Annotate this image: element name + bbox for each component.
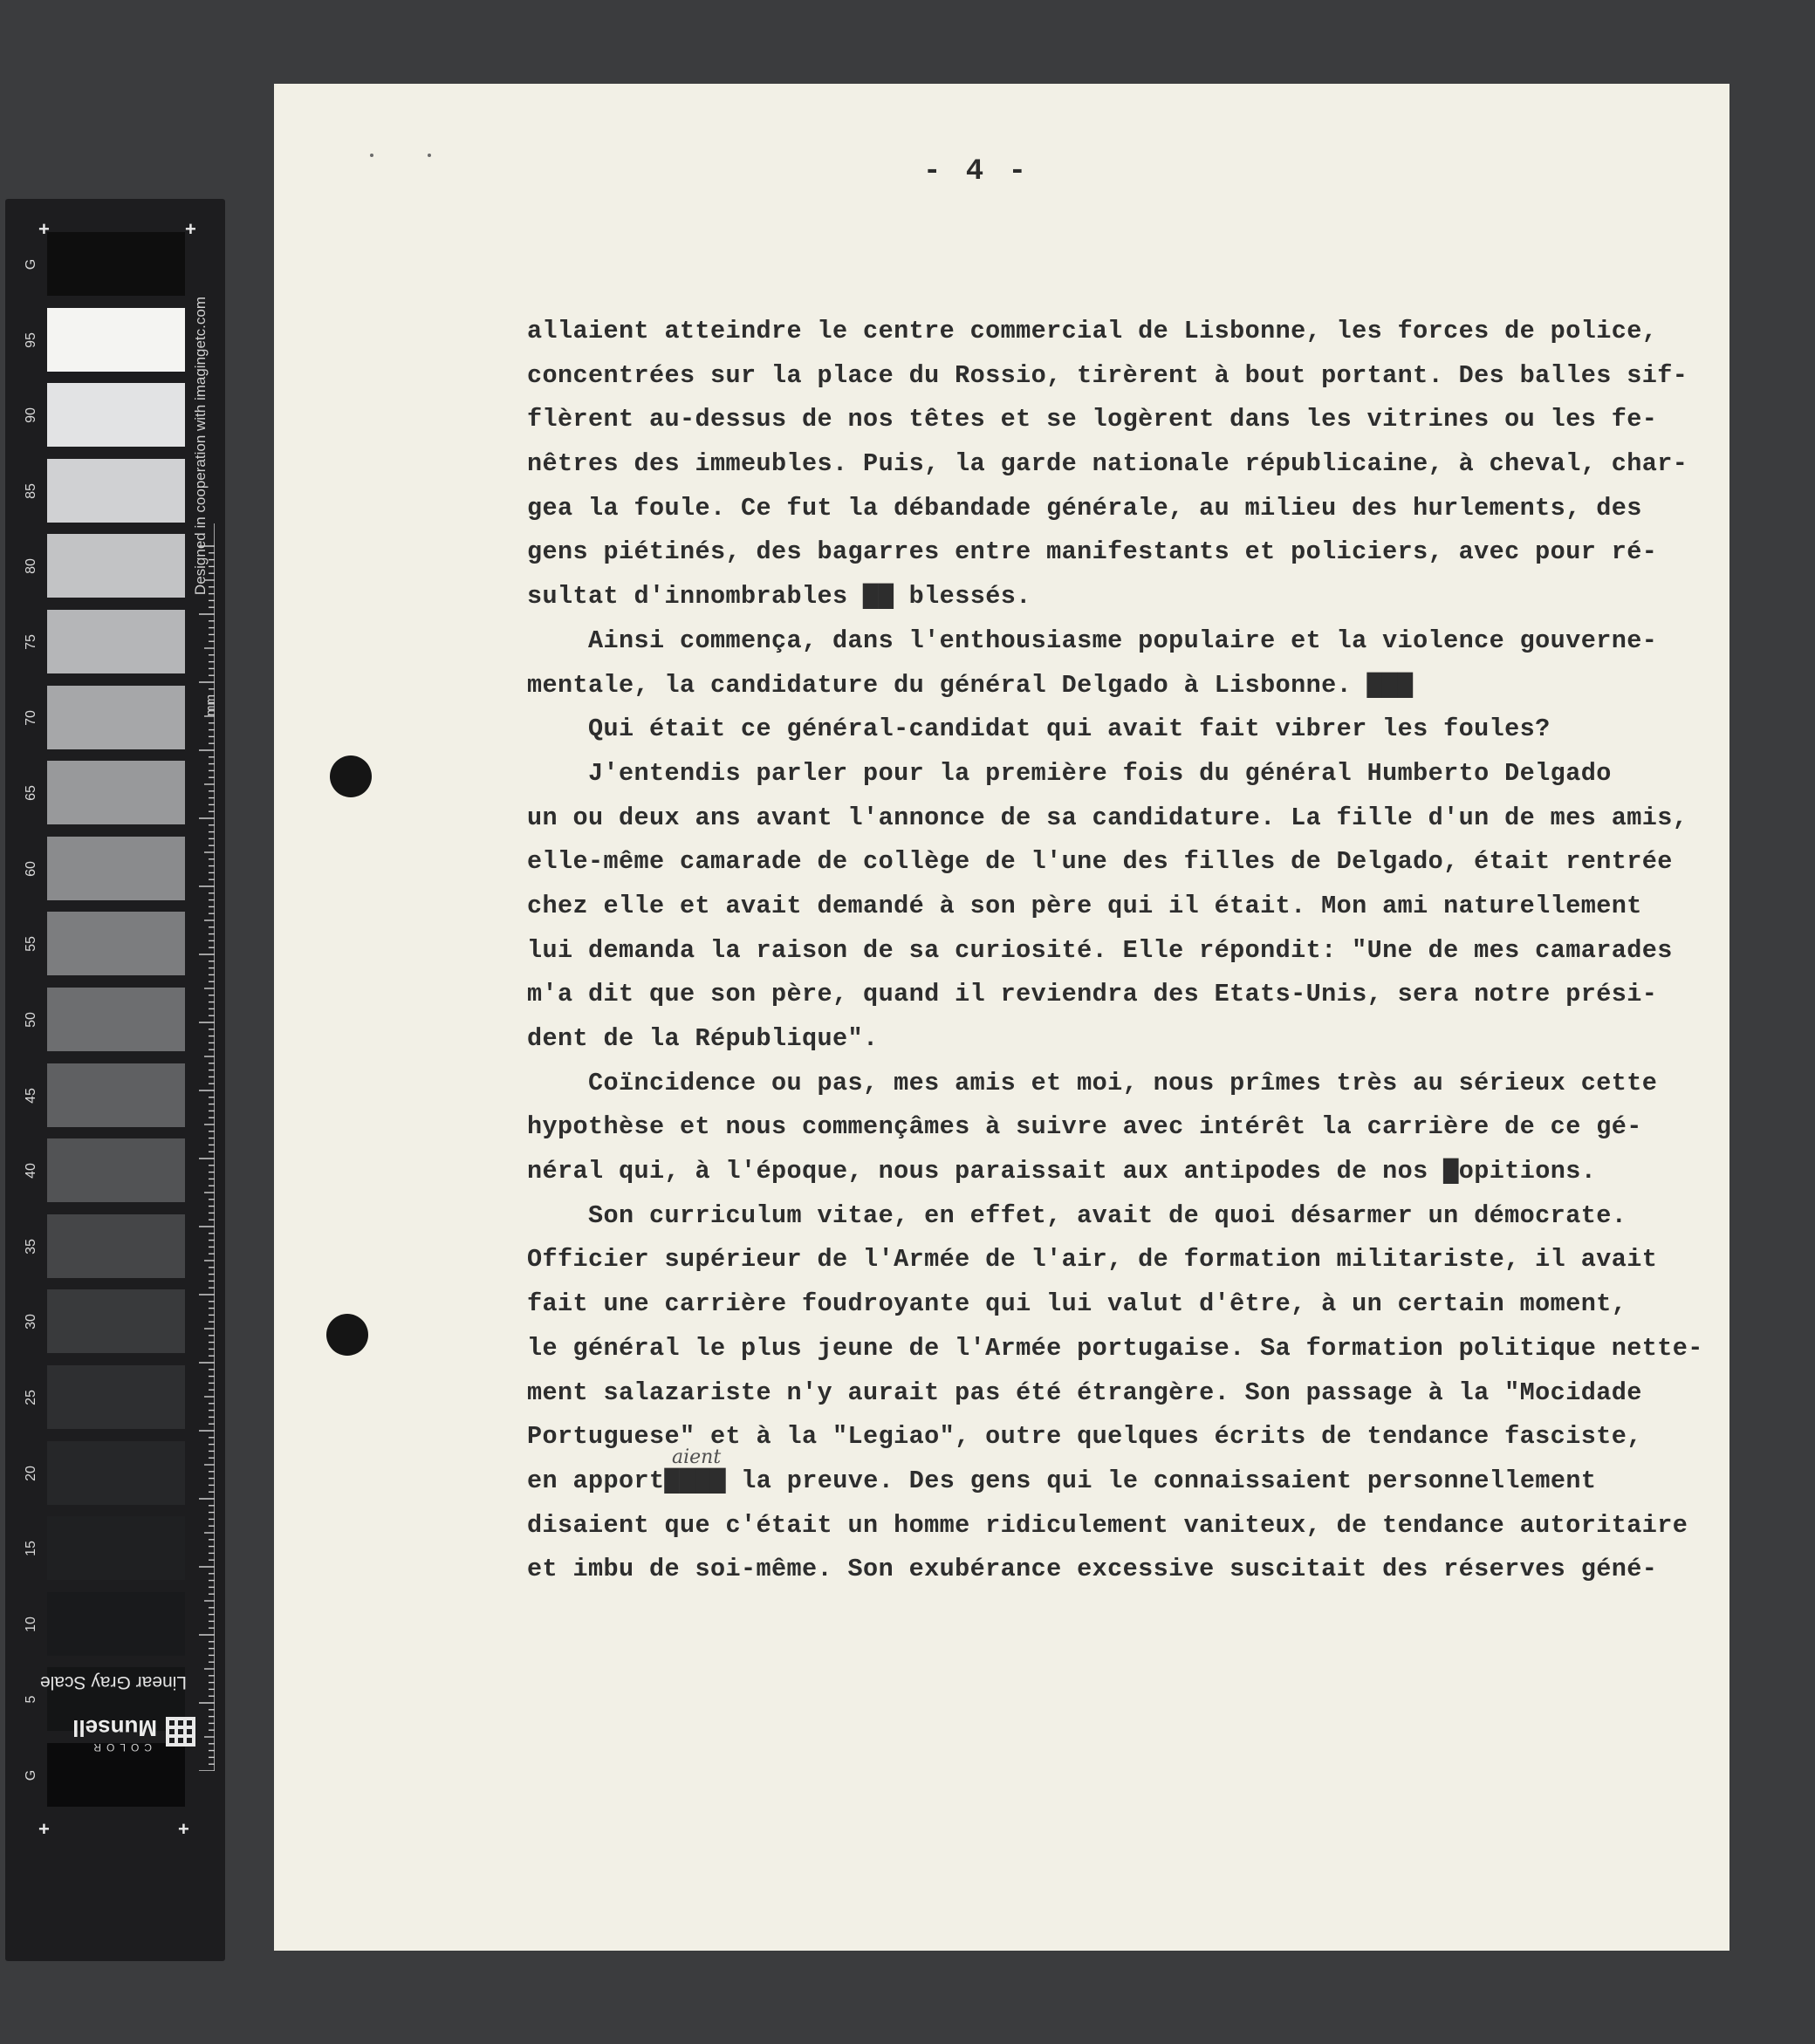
text-line: flèrent au-dessus de nos têtes et se logèrent dans les vitrines ou les fe- xyxy=(527,405,1658,434)
gray-level-label: 60 xyxy=(24,860,38,877)
scale-title: Linear Gray Scale xyxy=(39,1672,188,1692)
gray-swatch xyxy=(47,308,185,372)
registration-mark: + xyxy=(178,1818,189,1840)
page-number: - 4 - xyxy=(923,155,1031,188)
text-line: mentale, la candidature du général Delgado à Lisbonne. ▇▇▇ xyxy=(527,670,1414,700)
text-line: dent de la République". xyxy=(527,1024,879,1053)
text-line: concentrées sur la place du Rossio, tirèrent à bout portant. Des balles sif- xyxy=(527,360,1688,390)
text-line: en apport▇▇▇▇ la preuve. Des gens qui le connaissaient personnellement xyxy=(527,1466,1597,1495)
gray-swatch xyxy=(47,1063,185,1127)
text-line: Qui était ce général-candidat qui avait fait vibrer les foules? xyxy=(527,714,1551,744)
text-line: allaient atteindre le centre commercial de Lisbonne, les forces de police, xyxy=(527,317,1658,345)
gray-level-label: 80 xyxy=(24,558,38,575)
text-line: gens piétinés, des bagarres entre manifestants et policiers, avec pour ré- xyxy=(527,537,1658,567)
text-line: gea la foule. Ce fut la débandade générale, au milieu des hurlements, des xyxy=(527,493,1642,523)
text-line: m'a dit que son père, quand il reviendra des Etats-Unis, sera notre prési- xyxy=(527,980,1658,1009)
gray-swatch xyxy=(47,1592,185,1656)
document-body xyxy=(527,310,1731,1592)
registration-mark: + xyxy=(185,218,196,240)
brand-sub: COLOR xyxy=(88,1741,152,1753)
text-line: néral qui, à l'époque, nous paraissait aux antipodes de nos ▇opitions. xyxy=(527,1157,1597,1186)
gray-swatch xyxy=(47,534,185,598)
text-line: et imbu de soi-même. Son exubérance excessive suscitait des réserves géné- xyxy=(527,1555,1658,1584)
speck xyxy=(370,154,373,157)
text-line: sultat d'innombrables ▇▇ blessés. xyxy=(527,582,1031,612)
gray-level-label: 10 xyxy=(24,1616,38,1632)
gray-level-label: 70 xyxy=(24,709,38,726)
text-line: fait une carrière foudroyante qui lui valut d'être, à un certain moment, xyxy=(527,1289,1627,1319)
gray-level-label: 40 xyxy=(24,1163,38,1179)
brand-name: Munsell xyxy=(72,1715,157,1741)
gray-level-label: 65 xyxy=(24,785,38,802)
gray-swatch xyxy=(47,1289,185,1353)
gray-swatch xyxy=(47,459,185,523)
gray-swatch xyxy=(47,837,185,900)
gray-level-label: 90 xyxy=(24,407,38,424)
text-line: Portuguese" et à la "Legiao", outre quelques écrits de tendance fasciste, xyxy=(527,1422,1642,1452)
text-line: Son curriculum vitae, en effet, avait de quoi désarmer un démocrate. xyxy=(527,1200,1627,1230)
gray-swatch xyxy=(47,1214,185,1278)
text-line: Coïncidence ou pas, mes amis et moi, nous prîmes très au sérieux cette xyxy=(527,1068,1658,1097)
gray-level-label: 35 xyxy=(24,1238,38,1254)
gray-level-label: G xyxy=(24,258,38,270)
text-line: lui demanda la raison de sa curiosité. Elle répondit: "Une de mes camarades xyxy=(527,935,1673,965)
speck xyxy=(428,154,431,157)
gray-swatch xyxy=(47,761,185,824)
gray-level-label: 5 xyxy=(24,1695,38,1704)
text-line: Ainsi commença, dans l'enthousiasme populaire et la violence gouverne- xyxy=(527,626,1658,655)
gray-swatch xyxy=(47,610,185,673)
gray-swatch xyxy=(47,912,185,975)
punch-hole xyxy=(326,1314,368,1356)
gray-swatch xyxy=(47,383,185,447)
gray-swatch xyxy=(47,1138,185,1202)
gray-level-label: 20 xyxy=(24,1465,38,1481)
punch-hole xyxy=(330,755,372,797)
gray-level-label: 15 xyxy=(24,1541,38,1557)
gray-swatch xyxy=(47,1516,185,1580)
gray-level-label: 45 xyxy=(24,1087,38,1104)
gray-swatch xyxy=(47,686,185,749)
text-line: un ou deux ans avant l'annonce de sa candidature. La fille d'un de mes amis, xyxy=(527,803,1688,832)
gray-swatch xyxy=(47,988,185,1051)
text-line: elle-même camarade de collège de l'une des filles de Delgado, était rentrée xyxy=(527,847,1673,877)
text-line: ment salazariste n'y aurait pas été étrangère. Son passage à la "Mocidade xyxy=(527,1377,1642,1407)
registration-mark: + xyxy=(38,1818,50,1840)
gray-swatch xyxy=(47,232,185,296)
gray-swatch xyxy=(47,1365,185,1429)
munsell-logo-icon xyxy=(166,1717,195,1747)
gray-level-label: 25 xyxy=(24,1390,38,1405)
gray-swatch xyxy=(47,1441,185,1505)
gray-level-label: 85 xyxy=(24,482,38,499)
gray-level-label: 95 xyxy=(24,332,38,348)
text-line: chez elle et avait demandé à son père qui il était. Mon ami naturellement xyxy=(527,891,1642,920)
text-line: hypothèse et nous commençâmes à suivre avec intérêt la carrière de ce gé- xyxy=(527,1112,1642,1142)
gray-level-label: 55 xyxy=(24,936,38,953)
gray-level-label: 75 xyxy=(24,634,38,650)
text-line: Officier supérieur de l'Armée de l'air, de formation militariste, il avait xyxy=(527,1245,1658,1275)
gray-level-label: 30 xyxy=(24,1314,38,1330)
text-line: nêtres des immeubles. Puis, la garde nationale républicaine, à cheval, char- xyxy=(527,449,1688,479)
ruler-unit-label: mm xyxy=(203,694,218,716)
gray-level-label: G xyxy=(24,1769,38,1781)
text-line: J'entendis parler pour la première fois du général Humberto Delgado xyxy=(527,758,1612,788)
handwritten-correction: aient xyxy=(672,1446,722,1468)
text-line: disaient que c'était un homme ridiculement vaniteux, de tendance autoritaire xyxy=(527,1510,1688,1540)
munsell-brand xyxy=(30,1710,195,1753)
gray-level-label: 50 xyxy=(24,1012,38,1028)
registration-mark: + xyxy=(38,218,50,240)
text-line: le général le plus jeune de l'Armée portugaise. Sa formation politique nette- xyxy=(527,1333,1703,1363)
